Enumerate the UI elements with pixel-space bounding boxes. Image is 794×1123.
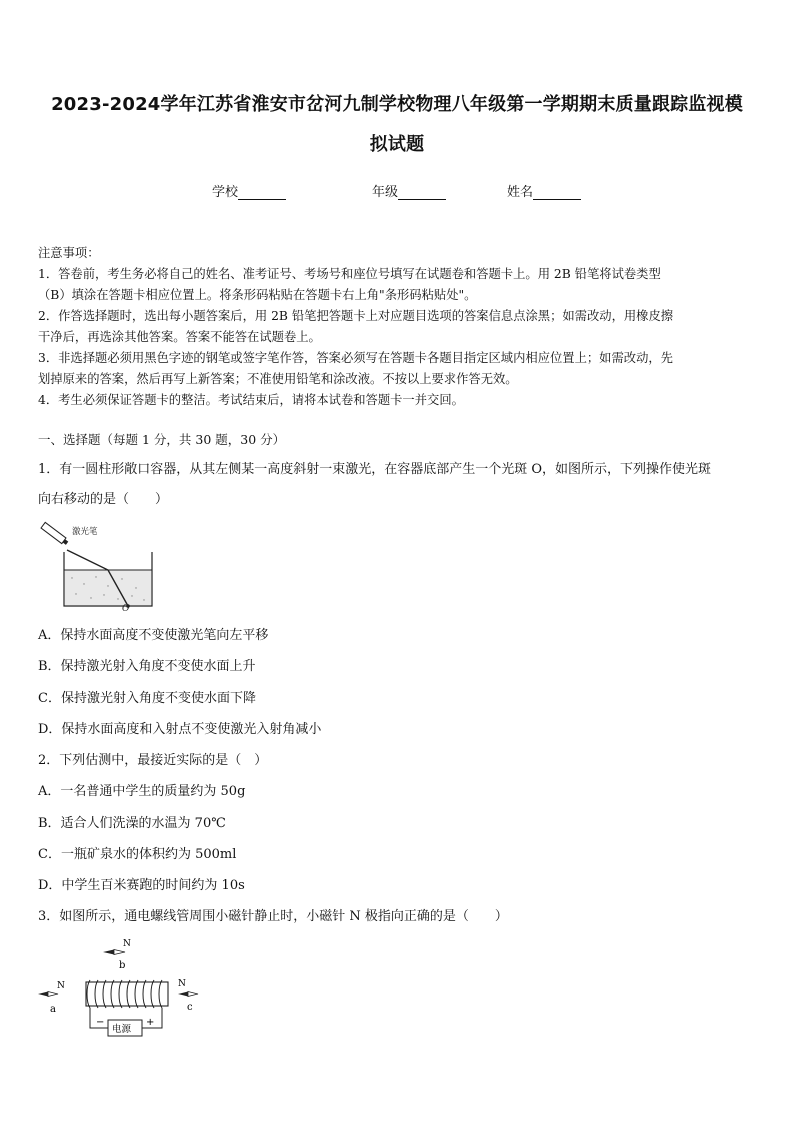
grade-field — [372, 181, 446, 200]
q1-stem-line2: 向右移动的是（ ） — [38, 492, 169, 507]
notes-line: 4．考生必须保证答题卡的整洁。考试结束后，请将本试卷和答题卡一并交回。 — [38, 393, 464, 407]
water-fill — [65, 570, 151, 605]
q1-option-d: D．保持水面高度和入射点不变使激光入射角减小 — [38, 722, 322, 737]
school-field — [212, 181, 286, 200]
q1-option-c: C．保持激光射入角度不变使水面下降 — [38, 691, 256, 706]
notes-line: 划掉原来的答案，然后再写上新答案；不准使用铅笔和涂改液。不按以上要求作答无效。 — [38, 372, 518, 386]
q1-stem-line1: 1．有一圆柱形敞口容器，从其左侧某一高度斜射一束激光，在容器底部产生一个光斑 O，如图所示，下列操作使光斑 — [38, 462, 712, 477]
name-field — [507, 181, 581, 200]
power-source-label: 电源 — [112, 1024, 132, 1035]
q1-option-b: B．保持激光射入角度不变使水面上升 — [38, 659, 256, 674]
notes-block — [38, 243, 758, 411]
name-blank — [533, 185, 581, 200]
needle-b-north — [103, 950, 114, 955]
q1-option-a: A．保持水面高度不变使激光笔向左平移 — [38, 628, 269, 643]
notes-line: 3．非选择题必须用黑色字迹的钢笔或签字笔作答，答案必须写在答题卡各题目指定区域内相应位置上；如需改动，先 — [38, 351, 673, 365]
q3-stem: 3．如图所示，通电螺线管周围小磁针静止时，小磁针 N 极指向正确的是（ ） — [38, 909, 508, 924]
needle-c-south — [188, 992, 198, 997]
needle-b-n-label: N — [123, 939, 131, 949]
notes-line: 2．作答选择题时，选出每小题答案后，用 2B 铅笔把答题卡上对应题目选项的答案信息点涂黑；如需改动，用橡皮擦 — [38, 309, 674, 323]
school-blank — [238, 185, 286, 200]
laser-pen-label: 激光笔 — [72, 527, 98, 537]
page-title-line1: 2023-2024学年江苏省淮安市岔河九制学校物理八年级第一学期期末质量跟踪监视模 — [51, 94, 743, 115]
notes-heading: 注意事项： — [38, 246, 100, 260]
notes-line: 1．答卷前，考生务必将自己的姓名、准考证号、考场号和座位号填写在试题卷和答题卡上。用 2B 铅笔将试卷类型 — [38, 267, 661, 281]
q3-solenoid-figure — [34, 934, 214, 1048]
needle-b-south — [114, 950, 125, 955]
section-heading: 一、选择题（每题 1 分，共 30 题，30 分） — [38, 432, 286, 447]
needle-a-n-label: N — [57, 981, 65, 991]
q2-option-d: D．中学生百米赛跑的时间约为 10s — [38, 878, 245, 893]
laser-pen-icon — [41, 522, 69, 546]
spot-o-label: O — [122, 604, 130, 612]
grade-blank — [398, 185, 446, 200]
q2-stem: 2．下列估测中，最接近实际的是（ ） — [38, 753, 268, 768]
plus-sign: + — [146, 1017, 155, 1028]
grade-label: 年级 — [372, 185, 399, 200]
q2-option-b: B．适合人们洗澡的水温为 70℃ — [38, 816, 226, 831]
notes-line: （B）填涂在答题卡相应位置上。将条形码粘贴在答题卡右上角"条形码粘贴处"。 — [38, 288, 477, 302]
minus-sign: − — [96, 1017, 105, 1028]
needle-c-north — [178, 992, 188, 997]
label-c: c — [187, 1002, 193, 1013]
q1-laser-figure — [36, 520, 160, 612]
needle-a-north — [38, 992, 48, 997]
label-a: a — [50, 1004, 56, 1015]
school-label: 学校 — [212, 185, 239, 200]
notes-line: 干净后，再选涂其他答案。答案不能答在试题卷上。 — [38, 330, 321, 344]
label-b: b — [119, 960, 126, 971]
needle-a-south — [48, 992, 58, 997]
q2-option-a: A．一名普通中学生的质量约为 50g — [38, 784, 246, 799]
page-title-line2: 拟试题 — [369, 134, 425, 155]
name-label: 姓名 — [507, 185, 534, 200]
q2-option-c: C．一瓶矿泉水的体积约为 500ml — [38, 847, 237, 862]
needle-c-n-label: N — [178, 979, 186, 989]
